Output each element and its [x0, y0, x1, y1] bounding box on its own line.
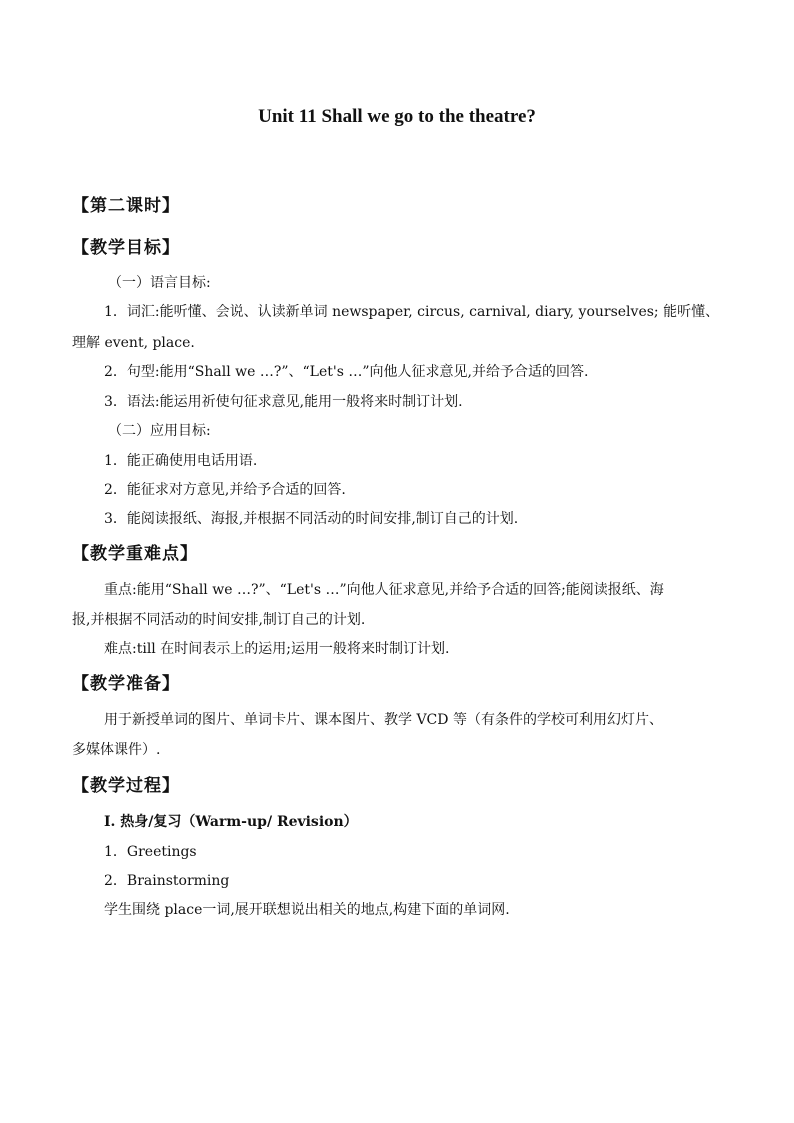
apply-item-1: 1．能正确使用电话用语.: [104, 453, 258, 469]
preparation-line1: 用于新授单词的图片、单词卡片、课本图片、教学 VCD 等（有条件的学校可利用幻灯片、: [104, 712, 663, 728]
section-process: 【教学过程】: [72, 776, 180, 796]
objective-vocab-line1: 1．词汇:能听懂、会说、认读新单词 newspaper, circus, carnival, diary, yourselves; 能听懂、: [104, 304, 720, 320]
apply-objectives-heading: （二）应用目标:: [108, 423, 211, 439]
section-preparation: 【教学准备】: [72, 674, 180, 694]
section-objectives: 【教学目标】: [72, 238, 180, 258]
process-greetings: 1．Greetings: [104, 844, 197, 860]
process-step-heading: I. 热身/复习（Warm-up/ Revision）: [104, 814, 358, 830]
objective-sentence: 2．句型:能用“Shall we …?”、“Let's …”向他人征求意见,并给予合适的回答.: [104, 364, 589, 380]
document-title: Unit 11 Shall we go to the theatre?: [258, 106, 536, 127]
section-keypoints: 【教学重难点】: [72, 544, 198, 564]
preparation-line2: 多媒体课件）.: [72, 742, 161, 758]
language-objectives-heading: （一）语言目标:: [108, 275, 211, 291]
apply-item-2: 2．能征求对方意见,并给予合适的回答.: [104, 482, 346, 498]
process-brainstorming-desc: 学生围绕 place一词,展开联想说出相关的地点,构建下面的单词网.: [104, 902, 510, 918]
objective-vocab-line2: 理解 event, place.: [72, 335, 195, 351]
difficulty-line: 难点:till 在时间表示上的运用;运用一般将来时制订计划.: [104, 641, 450, 657]
objective-grammar: 3．语法:能运用祈使句征求意见,能用一般将来时制订计划.: [104, 394, 463, 410]
process-brainstorming: 2．Brainstorming: [104, 873, 230, 889]
focus-line1: 重点:能用“Shall we …?”、“Let's …”向他人征求意见,并给予合适的回答;能阅读报纸、海: [104, 582, 664, 598]
apply-item-3: 3．能阅读报纸、海报,并根据不同活动的时间安排,制订自己的计划.: [104, 511, 519, 527]
focus-line2: 报,并根据不同活动的时间安排,制订自己的计划.: [72, 612, 366, 628]
section-lesson: 【第二课时】: [72, 196, 180, 216]
